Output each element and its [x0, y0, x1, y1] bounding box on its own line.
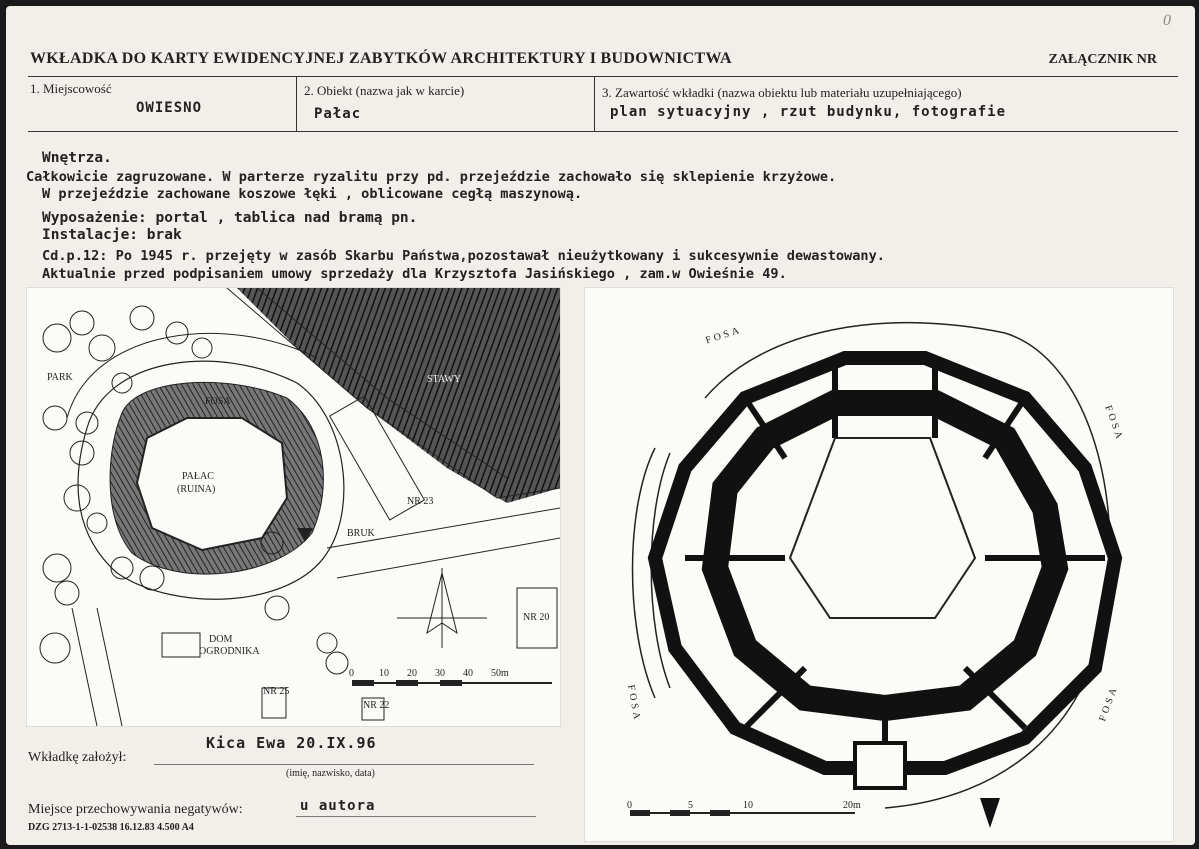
label-fosa: FOSA: [205, 396, 231, 407]
scale-tick: 10: [379, 668, 389, 679]
divider: [594, 76, 595, 131]
label-palac: PAŁAC: [182, 471, 214, 482]
installations-line: Instalacje: brak: [42, 227, 182, 243]
record-card: [6, 6, 1195, 845]
contents-value: plan sytuacyjny , rzut budynku, fotografie: [610, 104, 1007, 120]
divider: [296, 76, 297, 131]
label-ruina: (RUINA): [177, 484, 216, 495]
scale-tick: 30: [435, 668, 445, 679]
label-fosa: FOSA: [625, 684, 643, 723]
scale-tick: 0: [349, 668, 354, 679]
label-nr25: NR 25: [263, 686, 290, 697]
label-stawy: STAWY: [427, 374, 461, 385]
furnishings-line: Wyposażenie: portal , tablica nad bramą pn.: [42, 210, 418, 226]
object-label: 2. Obiekt (nazwa jak w karcie): [304, 83, 465, 98]
label-nr23: NR 23: [407, 496, 434, 507]
site-plan: [26, 287, 561, 727]
divider: [28, 131, 1178, 132]
founder-label: Wkładkę założył:: [28, 750, 127, 765]
history-line: Aktualnie przed podpisaniem umowy sprzedaży dla Krzysztofa Jasińskiego , zam.w Owieśnie 49.: [42, 266, 787, 282]
label-dom: DOM: [209, 634, 233, 645]
storage-label: Miejsce przechowywania negatywów:: [28, 802, 243, 817]
founder-hint: (imię, nazwisko, data): [286, 768, 375, 779]
label-fosa: FOSA: [704, 324, 744, 347]
card-title: WKŁADKA DO KARTY EWIDENCYJNEJ ZABYTKÓW ARCHITEKTURY I BUDOWNICTWA: [30, 50, 732, 67]
scale-tick: 10: [743, 800, 753, 811]
description-line: W przejeździe zachowane koszowe łęki , oblicowane cegłą maszynową.: [42, 186, 583, 202]
object-value: Pałac: [314, 106, 362, 122]
scale-tick: 50m: [491, 668, 509, 679]
floor-plan: [584, 287, 1174, 842]
storage-line: [296, 816, 536, 817]
history-line: Cd.p.12: Po 1945 r. przejęty w zasób Skarbu Państwa,pozostawał nieużytkowany i sukcesywnie dewastowany.: [42, 248, 885, 264]
label-ogrodnika: OGRODNIKA: [199, 646, 260, 657]
attachment-number-label: ZAŁĄCZNIK NR: [1048, 52, 1157, 67]
description-line: Całkowicie zagruzowane. W parterze ryzalitu przy pd. przejeździe zachowało się sklepienie krzyżowe.: [26, 169, 837, 185]
founder-value: Kica Ewa 20.IX.96: [206, 734, 377, 752]
locality-label: 1. Miejscowość: [30, 81, 112, 96]
site-plan-drawing: [27, 288, 560, 726]
scale-tick: 0: [627, 800, 632, 811]
corner-mark: 0: [1163, 12, 1171, 29]
storage-value: u autora: [300, 798, 376, 814]
signature-line: [154, 764, 534, 765]
label-park: PARK: [47, 372, 73, 383]
label-fosa: FOSA: [1102, 403, 1126, 444]
scale-tick: 20: [407, 668, 417, 679]
label-nr20: NR 20: [523, 612, 550, 623]
locality-value: OWIESNO: [136, 100, 203, 116]
scale-tick: 5: [688, 800, 693, 811]
label-fosa: FOSA: [1097, 683, 1121, 724]
label-bruk: BRUK: [347, 528, 375, 539]
scale-tick: 20m: [843, 800, 861, 811]
contents-label: 3. Zawartość wkładki (nazwa obiektu lub materiału uzupełniającego): [602, 85, 962, 100]
floor-plan-drawing: [585, 288, 1173, 841]
scale-tick: 40: [463, 668, 473, 679]
description-heading: Wnętrza.: [42, 150, 112, 166]
print-code: DZG 2713-1-1-02538 16.12.83 4.500 A4: [28, 822, 194, 833]
divider: [28, 76, 1178, 77]
label-nr22: NR 22: [363, 700, 390, 711]
